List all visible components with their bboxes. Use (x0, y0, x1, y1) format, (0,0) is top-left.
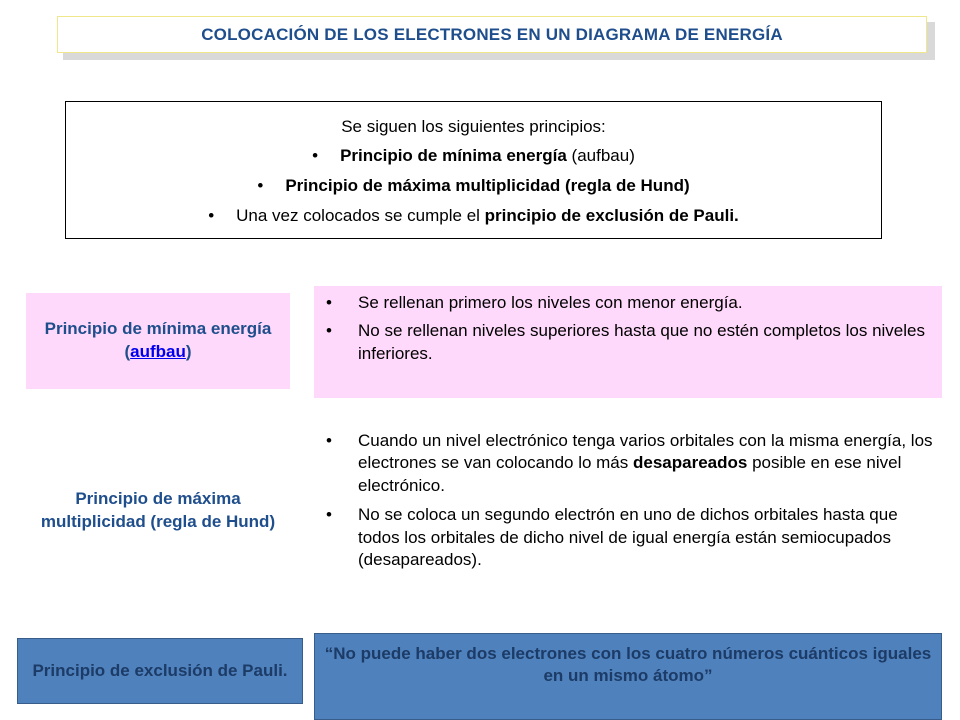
intro-bullet2-bold: Principio de máxima multiplicidad (regla de Hund) (285, 176, 690, 195)
aufbau-label-prefix: Principio de mínima energía ( (44, 319, 272, 361)
intro-bullet-aufbau (66, 146, 881, 166)
bullet-icon: • (257, 176, 264, 195)
aufbau-link[interactable]: aufbau (130, 342, 186, 361)
intro-bullet-pauli (66, 206, 881, 226)
hund-item1-bold: desapareados (633, 453, 748, 473)
pauli-label-box (17, 638, 303, 704)
intro-bullet-hund (66, 176, 881, 196)
pauli-quote-box (314, 633, 942, 720)
bullet-icon: • (312, 146, 319, 165)
intro-lead (66, 117, 881, 137)
list-item: • Se rellenan primero los niveles con menor energía. (314, 292, 942, 314)
page-title (57, 16, 927, 53)
hund-item1-post: posible en ese nivel electrónico. (358, 453, 902, 495)
list-item (314, 430, 942, 497)
aufbau-label-suffix: ) (185, 342, 192, 361)
aufbau-list (314, 292, 942, 365)
list-item: • No se coloca un segundo electrón en uno de dichos orbitales hasta que todos los orbitales de dicho nivel de igual energía están semiocupados (desapareados). (314, 504, 942, 571)
pauli-quote: “No puede haber dos electrones con los cuatro números cuánticos iguales en un mismo átomo” (324, 644, 932, 686)
intro-bullet3-bold: principio de exclusión de Pauli. (484, 206, 739, 225)
aufbau-content-box (314, 286, 942, 398)
hund-content-box (314, 430, 942, 600)
hund-item1-pre: Cuando un nivel electrónico tenga varios orbitales con la misma energía, los electrones se van colocando lo más (358, 431, 933, 473)
intro-lead-text: Se siguen los siguientes principios: (341, 117, 606, 136)
intro-bullet1-bold: Principio de mínima energía (340, 146, 567, 165)
pauli-label: Principio de exclusión de Pauli. (32, 660, 288, 680)
intro-bullet3-text: Una vez colocados se cumple el (236, 206, 485, 225)
hund-label: Principio de máxima multiplicidad (regla de Hund) (40, 489, 276, 531)
bullet-icon: • (208, 206, 215, 225)
hund-list (314, 430, 942, 572)
aufbau-label (26, 318, 290, 364)
principles-summary-box (65, 101, 882, 239)
hund-label-box (26, 463, 290, 559)
intro-bullet1-rest: (aufbau) (566, 146, 635, 165)
aufbau-label-box (26, 293, 290, 389)
page-title-text: COLOCACIÓN DE LOS ELECTRONES EN UN DIAGRAMA DE ENERGÍA (201, 24, 783, 44)
list-item: • No se rellenan niveles superiores hasta que no estén completos los niveles inferiores. (314, 320, 942, 365)
